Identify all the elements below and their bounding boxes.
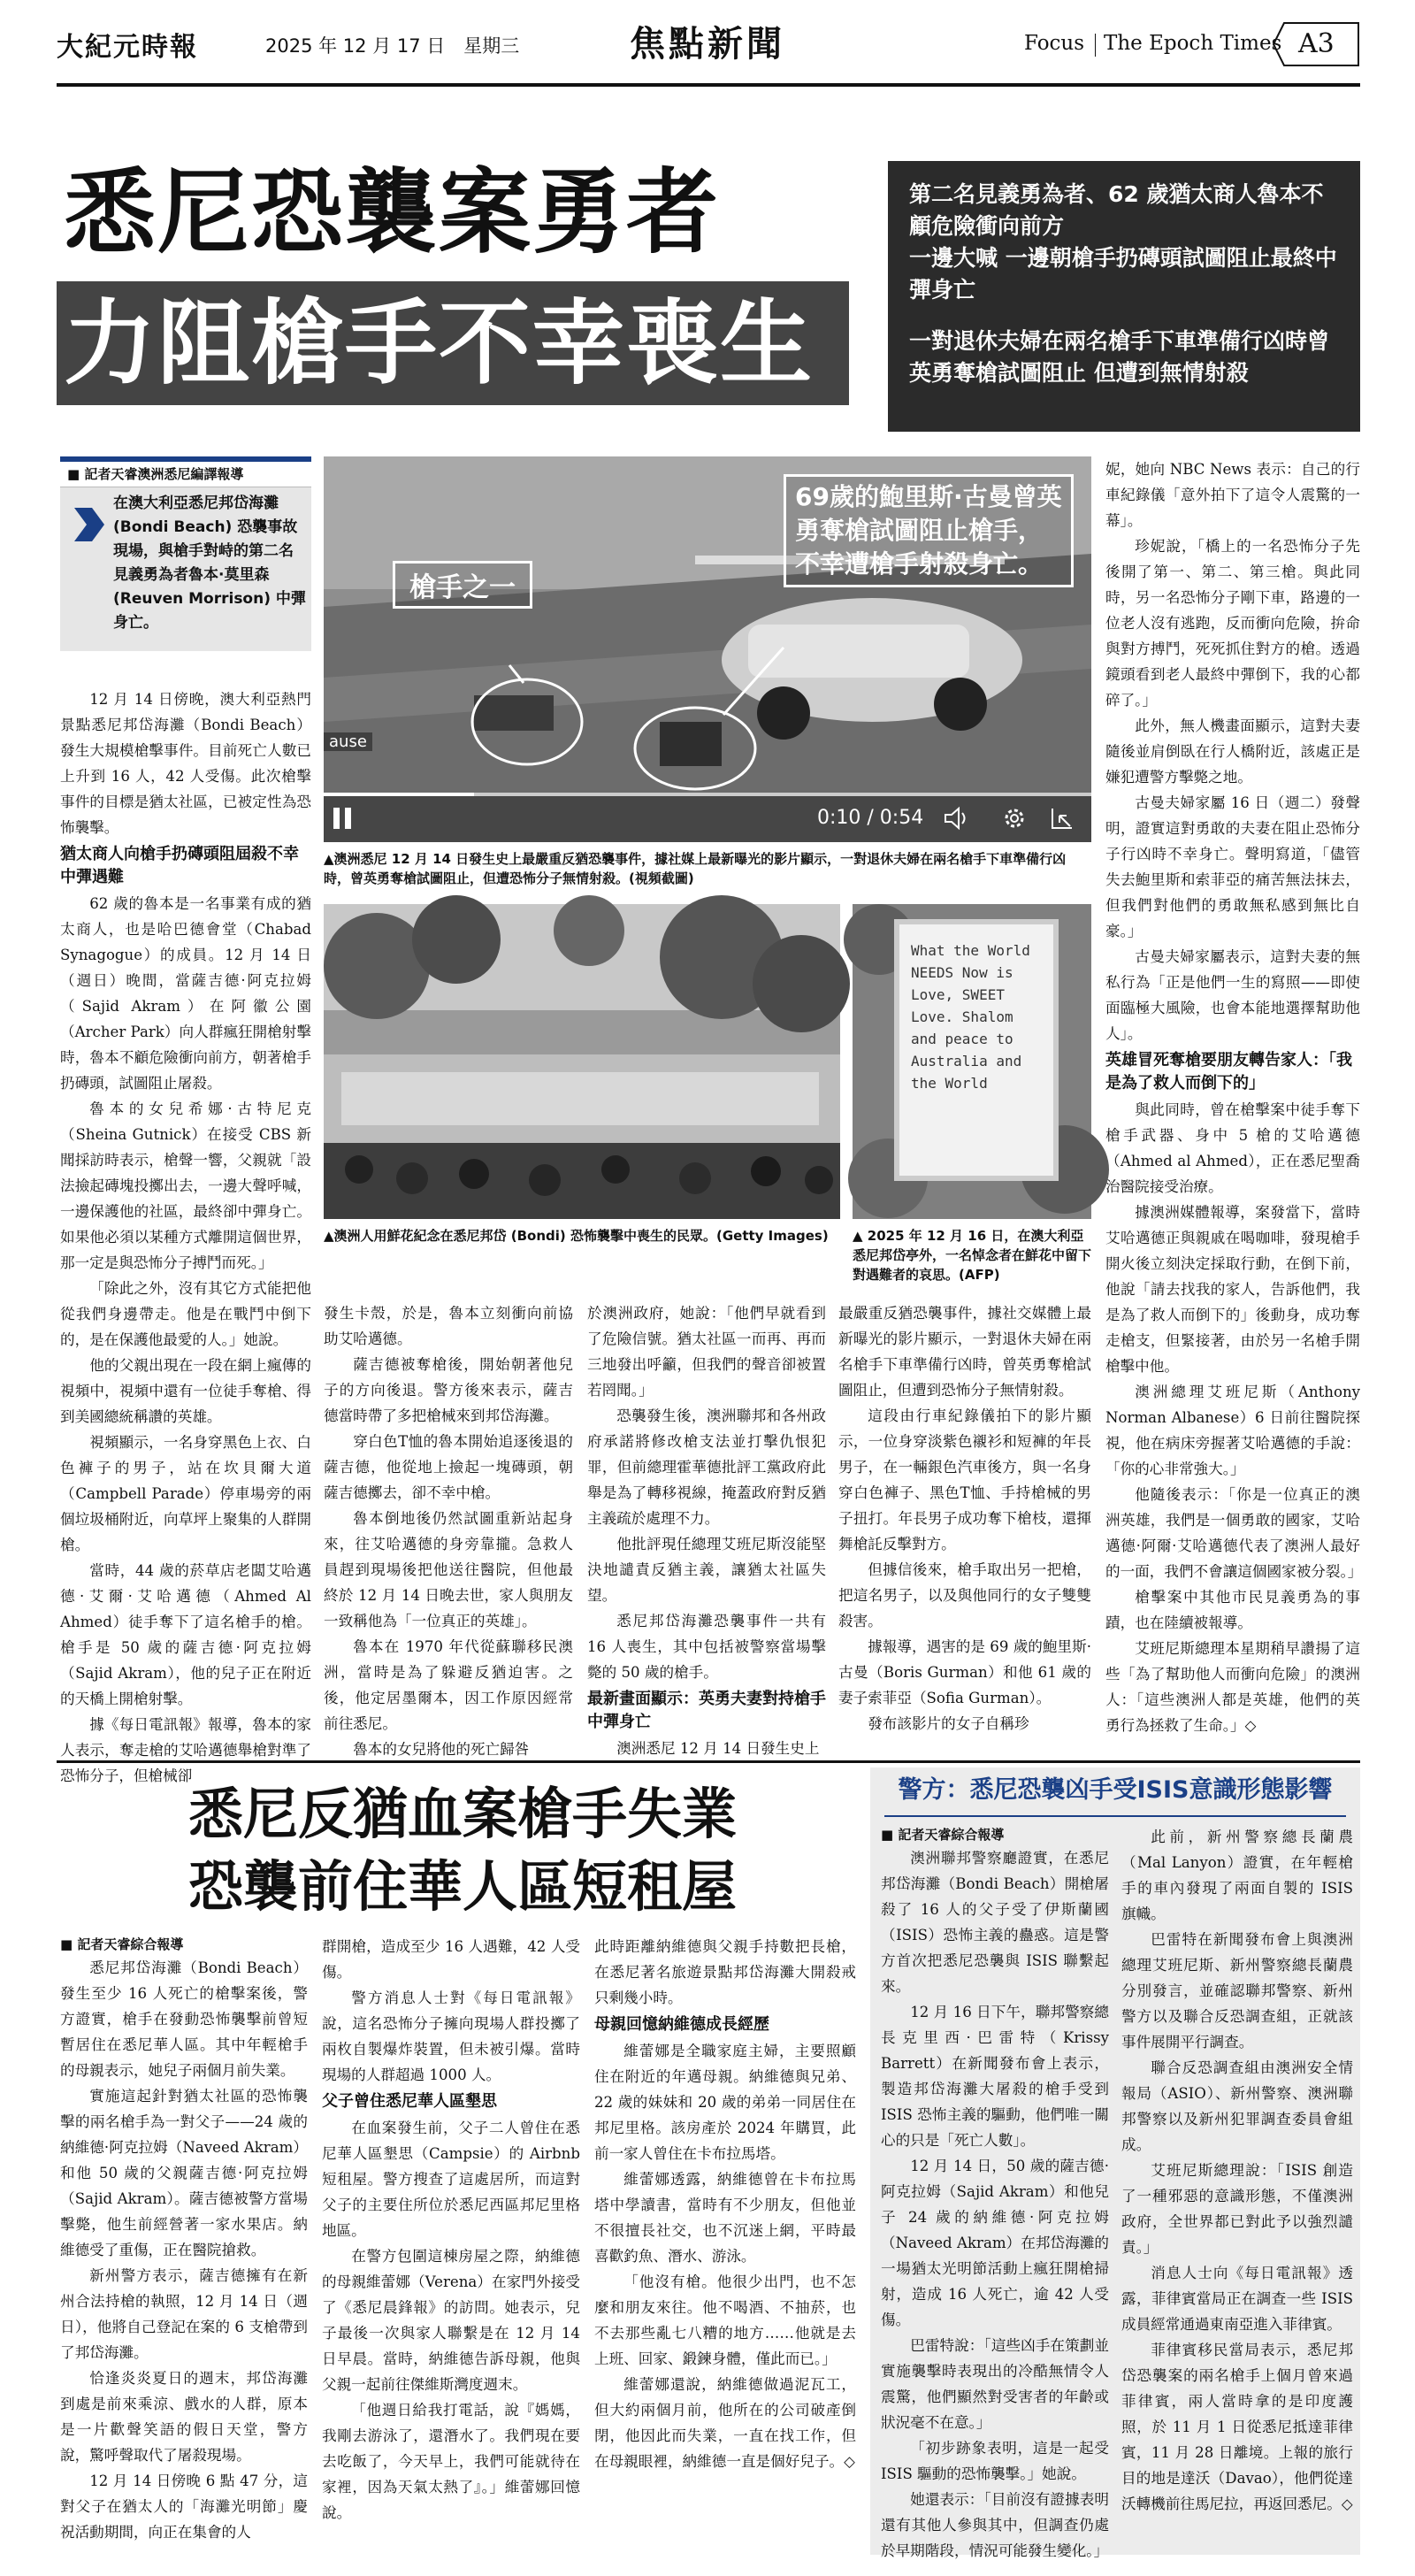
pause-icon (331, 805, 354, 832)
paragraph: 在警方包圍這棟房屋之際，納維德的母親維蕾娜（Verena）在家門外接受了《悉尼晨鋒報》的訪問。她表示，兒子最後一次與家人聯繫是在 12 月 14 日早晨。當時，納維德告訴母親，他與父親一起前往傑維斯灣度週末。 (322, 2248, 580, 2393)
story3-col-1 (881, 1824, 1109, 2559)
paragraph: 穿白色T恤的魯本開始追逐後退的薩吉德，他從地上撿起一塊磚頭，朝薩吉德擲去，卻不幸中槍。 (324, 1433, 573, 1501)
paragraph: 實施這起針對猶太社區的恐怖襲擊的兩名槍手為一對父子——24 歲的納維德·阿克拉姆（Naveed Akram）和他 50 歲的父親薩吉德·阿克拉姆（Sajid Akram）。薩吉德被警方當場擊斃，他生前經營著一家水果店。納維德受了重傷，正在醫院搶救。 (60, 2088, 308, 2258)
paragraph: 據《每日電訊報》報導，魯本的家人表示，奪走槍的艾哈邁德舉槍對準了恐怖分子，但槍械卻 (60, 1716, 311, 1784)
lead-box (60, 456, 311, 651)
subhead-5: 英雄冒死奪槍要朋友轉告家人：「我是為了救人而倒下的」 (1105, 1051, 1352, 1092)
header-focus: Focus (1024, 32, 1085, 55)
paragraph: 澳洲聯邦警察廳證實，在悉尼邦岱海灘（Bondi Beach）開槍屠殺了 16 人的父子受了伊斯蘭國（ISIS）恐怖主義的蠱惑。這是警方首次把悉尼恐襲與 ISIS 聯繫起來。 (881, 1850, 1109, 1995)
story3-title: 警方：悉尼恐襲凶手受ISIS意識形態影響 (898, 1776, 1333, 1804)
video-label-hero: 69歲的鮑里斯·古曼曾英勇奪槍試圖阻止槍手，不幸遭槍手射殺身亡。 (784, 474, 1074, 587)
header-epoch: The Epoch Times (1104, 32, 1282, 55)
video-player[interactable] (324, 456, 1091, 842)
paragraph: 於澳洲政府，她說：「他們早就看到了危險信號。猶太社區一而再、再而三地發出呼籲，但我們的聲音卻被置若罔聞。」 (587, 1305, 826, 1399)
paragraph: 但據信後來，槍手取出另一把槍，把這名男子，以及與他同行的女子雙雙殺害。 (838, 1561, 1091, 1629)
flowers-photo (324, 904, 840, 1219)
main-title-line2: 力阻槍手不幸喪生 (64, 289, 815, 397)
paragraph: 發生卡殼，於是，魯本立刻衝向前協助艾哈邁德。 (324, 1305, 573, 1347)
byline: ■ 記者天睿澳洲悉尼編譯報導 (60, 462, 311, 487)
paragraph: 據報導，遇害的是 69 歲的鮑里斯·古曼（Boris Gurman）和他 61 歲的妻子索菲亞（Sofia Gurman）。 (838, 1638, 1091, 1706)
gear-icon (1001, 805, 1028, 832)
story2-title-line1: 悉尼反猶血案槍手失業 (187, 1782, 737, 1846)
paragraph: 「除此之外，沒有其它方式能把他從我們身邊帶走。他是在戰鬥中倒下的，是在保護他最愛的人。」她說。 (60, 1280, 311, 1348)
exit-fullscreen-icon (1049, 805, 1075, 832)
page-number (1272, 19, 1360, 69)
paragraph: 最嚴重反猶恐襲事件，據社交媒體上最新曝光的影片顯示，一對退休夫婦在兩名槍手下車準備行凶時，曾英勇奪槍試圖阻止，但遭到恐怖分子無情射殺。 (838, 1305, 1091, 1399)
paragraph: 巴雷特說：「這些凶手在策劃並實施襲擊時表現出的冷酷無情令人震驚，他們顯然對受害者的年齡或狀況毫不在意。」 (881, 2337, 1109, 2431)
paragraph: 澳洲總理艾班尼斯（Anthony Norman Albanese）6 日前往醫院探視，他在病床旁握著艾哈邁德的手說：「你的心非常強大。」 (1105, 1384, 1360, 1477)
paragraph: 悉尼邦岱海灘（Bondi Beach）發生至少 16 人死亡的槍擊案後，警方證實，槍手在發動恐怖襲擊前曾短暫居住在悉尼華人區。其中年輕槍手的母親表示，她兒子兩個月前失業。 (60, 1959, 308, 2079)
story2-col-3 (594, 1934, 856, 2553)
paragraph: 古曼夫婦家屬表示，這對夫妻的無私行為「正是他們一生的寫照——即使面臨極大風險，也會本能地選擇幫助他人」。 (1105, 948, 1360, 1042)
flowers-scene (324, 904, 840, 1219)
summary-point-3: 一對退休夫婦在兩名槍手下車準備行凶時曾英勇奪槍試圖阻止 但遭到無情射殺 (909, 328, 1330, 386)
subhead-1: 猶太商人向槍手扔磚頭阻屆殺不幸中彈遇難 (60, 845, 299, 886)
video-time: 0:10 / 0:54 (817, 807, 924, 829)
story3-byline: ■ 記者天睿綜合報導 (881, 1827, 1005, 1843)
paragraph: 據澳洲媒體報導，案發當下，當時艾哈邁德正與親戚在喝咖啡，發現槍手開火後立刻決定採取行動，在倒下前，他說「請去找我的家人，告訴他們，我是為了救人而倒下的」後動身，成功奪走槍支，但緊接著，由於另一名槍手開槍擊中他。 (1105, 1204, 1360, 1375)
paragraph: 薩吉德被奪槍後，開始朝著他兒子的方向後退。警方後來表示，薩吉德當時帶了多把槍械來到邦岱海灘。 (324, 1356, 573, 1424)
article-col-5 (1105, 456, 1363, 1748)
paragraph: 視頻顯示，一名身穿黑色上衣、白色褲子的男子，站在坎貝爾大道（Campbell Parade）停車場旁的兩個垃圾桶附近，向草坪上聚集的人群開槍。 (60, 1434, 311, 1553)
article-col-1 (60, 686, 311, 1784)
paragraph: 魯本的女兒將他的死亡歸咎 (353, 1741, 530, 1758)
paragraph: 妮，她向 NBC News 表示：自己的行車紀錄儀「意外拍下了這令人震驚的一幕」。 (1105, 461, 1360, 529)
section-divider (57, 1760, 1360, 1763)
paragraph: 此時距離納維德與父親手持數把長槍，在悉尼著名旅遊景點邦岱海灘大開殺戒只剩幾小時。 (594, 1938, 856, 2006)
story2-col-2 (322, 1934, 580, 2553)
paragraph: 菲律賓移民當局表示，悉尼邦岱恐襲案的兩名槍手上個月曾來過菲律賓，兩人當時拿的是印度護照，於 11 月 1 日從悉尼抵達菲律賓，11 月 28 日離境。上報的旅行目的地是達沃（Davao），他們從達沃轉機前往馬尼拉，再返回悉尼。◇ (1121, 2342, 1353, 2512)
pause-button[interactable] (331, 805, 354, 832)
video-pause-text: ause (324, 732, 372, 751)
video-caption: ▲澳洲悉尼 12 月 14 日發生史上最嚴重反猶恐襲事件，據社媒上最新曝光的影片顯示，一對退休夫婦在兩名槍手下車準備行凶時，曾英勇奪槍試圖阻止，但遭恐怖分子無情射殺。(視頻截圖) (324, 851, 1067, 886)
story2-byline: ■ 記者天睿綜合報導 (60, 1936, 184, 1952)
paragraph: 12 月 14 日，50 歲的薩吉德·阿克拉姆（Sajid Akram）和他兒子 24 歲的納維德·阿克拉姆（Naveed Akram）在邦岱海灘的一場猶太光明節活動上瘋狂開槍掃射，造成 16 人死亡，逾 42 人受傷。 (881, 2158, 1109, 2328)
paragraph: 群開槍，造成至少 16 人遇難，42 人受傷。 (322, 1938, 580, 1981)
paragraph: 他的父親出現在一段在網上瘋傳的視頻中，視頻中還有一位徒手奪槍、得到美國總統稱讚的英雄。 (60, 1357, 311, 1425)
page-number-text: A3 (1298, 28, 1335, 59)
paragraph: 此外，無人機畫面顯示，這對夫妻隨後並肩倒臥在行人橋附近，該處正是嫌犯遭警方擊斃之地。 (1105, 717, 1360, 786)
paragraph: 他隨後表示：「你是一位真正的澳洲英雄，我們是一個勇敢的國家，艾哈邁德·阿爾·艾哈邁德代表了澳洲人最好的一面，我們不會讓這個國家被分裂。」 (1105, 1486, 1363, 1580)
settings-button[interactable] (1001, 805, 1028, 832)
paragraph: 他批評現任總理艾班尼斯沒能堅決地譴責反猶主義，讓猶太社區失望。 (587, 1536, 826, 1604)
article-col-3 (587, 1300, 826, 1757)
article-col-2 (324, 1300, 573, 1758)
paragraph: 古曼夫婦家屬 16 日（週二）發聲明，證實這對勇敢的夫妻在阻止恐怖分子行凶時不幸身亡。聲明寫道，「儘管失去鮑里斯和索菲亞的痛苦無法抹去，但我們對他們的勇敢無私感到無比自豪。」 (1105, 794, 1360, 939)
sign-caption: ▲ 2025 年 12 月 16 日，在澳大利亞悉尼邦岱亭外，一名悼念者在鮮花中留下對遇難者的哀思。(AFP) (853, 1228, 1092, 1283)
paragraph: 她還表示：「目前沒有證據表明還有其他人參與其中，但調查仍處於早期階段，情況可能發生變化。」 (881, 2491, 1109, 2559)
paragraph: 艾班尼斯總理說：「ISIS 創造了一種邪惡的意識形態，不僅澳洲政府，全世界都已對此予以強烈譴責。」 (1121, 2162, 1353, 2256)
story2-title-line2: 恐襲前住華人區短租屋 (187, 1854, 737, 1919)
paragraph: 發布該影片的女子自稱珍 (868, 1715, 1029, 1732)
paragraph: 新州警方表示，薩吉德擁有在新州合法持槍的執照，12 月 14 日（週日），他將自己登記在案的 6 支槍帶到了邦岱海灘。 (60, 2267, 308, 2361)
paragraph: 魯本倒地後仍然試圖重新站起身來，往艾哈邁德的身旁靠攏。急救人員趕到現場後把他送往醫院，但他最終於 12 月 14 日晚去世，家人與朋友一致稱他為「一位真正的英雄」。 (324, 1510, 573, 1629)
paragraph: 恐襲發生後，澳洲聯邦和各州政府承諾將修改槍支法並打擊仇恨犯罪，但前總理霍華德批評工黨政府此舉是為了轉移視線，掩蓋政府對反猶主義疏於處理不力。 (587, 1407, 826, 1527)
paragraph: 警方消息人士對《每日電訊報》說，這名恐怖分子擁向現場人群投擲了兩枚自製爆炸裝置，但未被引爆。當時現場的人群超過 1000 人。 (322, 1990, 580, 2083)
paragraph: 這段由行車紀錄儀拍下的影片顯示，一位身穿淡紫色襯衫和短褲的年長男子，在一輛銀色汽車後方，與一名身穿白色褲子、黑色T恤、手持槍械的男子扭打。年長男子成功奪下槍枝，還揮舞槍託反擊對方。 (838, 1407, 1091, 1552)
paragraph: 消息人士向《每日電訊報》透露，菲律賓當局正在調查一些 ISIS 成員經常通過東南亞進入菲律賓。 (1121, 2265, 1353, 2333)
section-name: 焦點新聞 (630, 23, 785, 65)
paragraph: 維蕾娜還說，納維德做過泥瓦工，但大約兩個月前，他所在的公司破產倒閉，他因此而失業，一直在找工作，但在母親眼裡，納維德一直是個好兒子。◇ (594, 2376, 856, 2470)
paragraph: 槍擊案中其他市民見義勇為的事蹟，也在陸續被報導。 (1105, 1589, 1360, 1631)
subhead-3: 最新畫面顯示：英勇夫妻對持槍手中彈身亡 (587, 1690, 826, 1731)
paragraph: 「他沒有槍。他很少出門，也不怎麼和朋友來往。他不喝酒、不抽菸，也不去那些亂七八糟的地方……他就是去上班、回家、鍛鍊身體，僅此而已。」 (594, 2273, 856, 2367)
story2-col-1 (60, 1934, 308, 2553)
paragraph: 恰逢炎炎夏日的週末，邦岱海灘到處是前來乘涼、戲水的人群，原本是一片歡聲笑語的假日天堂，警方說，驚呼聲取代了屠殺現場。 (60, 2370, 308, 2464)
video-label-gunman: 槍手之一 (393, 561, 532, 609)
paragraph: 巴雷特在新聞發布會上與澳洲總理艾班尼斯、新州警察總長蘭農分別發言，並確認聯邦警察、新州警方以及聯合反恐調查組，正就該事件展開平行調查。 (1121, 1931, 1353, 2051)
memorial-sign-text: What the World NEEDS Now is Love, SWEET Love. Shalom and peace to Australia and the World (911, 942, 1030, 1092)
paragraph: 魯本的女兒希娜·古特尼克（Sheina Gutnick）在接受 CBS 新聞採訪時表示，槍聲一響，父親就「設法撿起磚塊投擲出去，一邊大聲呼喊，一邊保護他的社區，最終卻中彈身亡。如果他必須以某種方式離開這個世界，那一定是與恐怖分子搏鬥而死。」 (60, 1100, 311, 1271)
memorial-sign-photo (853, 904, 1091, 1219)
paragraph: 「初步跡象表明，這是一起受 ISIS 驅動的恐怖襲擊。」她說。 (881, 2440, 1109, 2482)
summary-point-2: 一邊大喊 一邊朝槍手扔磚頭試圖阻止最終中彈身亡 (909, 245, 1337, 303)
main-title-line1: 悉尼恐襲案勇者 (64, 158, 721, 266)
paragraph: 與此同時，曾在槍擊案中徒手奪下槍手武器、身中 5 槍的艾哈邁德（Ahmed al Ahmed），正在悉尼聖喬治醫院接受治療。 (1105, 1101, 1360, 1195)
story2-subhead-2: 父子曾住悉尼華人區墾思 (322, 2092, 497, 2111)
paragraph: 當時，44 歲的菸草店老闆艾哈邁德·艾爾·艾哈邁德（Ahmed Al Ahmed）徒手奪下了這名槍手的槍。槍手是 50 歲的薩吉德·阿克拉姆（Sajid Akram），他的兒子正在附近的天橋上開槍射擊。 (60, 1562, 311, 1707)
paragraph: 在血案發生前，父子二人曾住在悉尼華人區墾思（Campsie）的 Airbnb 短租屋。警方搜查了這處居所，而這對父子的主要住所位於悉尼西區邦尼里格地區。 (322, 2120, 580, 2239)
volume-icon (943, 805, 971, 832)
paragraph: 澳洲悉尼 12 月 14 日發生史上 (616, 1740, 820, 1757)
summary-box (888, 161, 1360, 432)
paragraph: 悉尼邦岱海灘恐襲事件一共有 16 人喪生，其中包括被警察當場擊斃的 50 歲的槍手。 (587, 1613, 826, 1681)
paragraph: 聯合反恐調查組由澳洲安全情報局（ASIO）、新州警察、澳洲聯邦警察以及新州犯罪調查委員會組成。 (1121, 2059, 1353, 2153)
paragraph: 12 月 16 日下午，聯邦警察總長克里西·巴雷特（Krissy Barrett）在新聞發布會上表示，製造邦岱海灘大屠殺的槍手受到 ISIS 恐怖主義的驅動，他們唯一關心的只是「死亡人數」。 (881, 2004, 1109, 2149)
paragraph: 「他週日給我打電話，說『媽媽，我剛去游泳了，還潛水了。我們現在要去吃飯了，今天早上，我們可能就待在家裡，因為天氣太熱了』。」維蕾娜回憶說。 (322, 2402, 580, 2521)
paragraph: 艾班尼斯總理本星期稍早讚揚了這些「為了幫助他人而衝向危險」的澳洲人：「這些澳洲人都是英雄，他們的英勇行為拯救了生命。」◇ (1105, 1640, 1360, 1734)
flowers-caption: ▲澳洲人用鮮花紀念在悉尼邦岱 (Bondi) 恐怖襲擊中喪生的民眾。(Getty Images) (324, 1228, 829, 1244)
paragraph: 珍妮說，「橋上的一名恐怖分子先後開了第一、第二、第三槍。與此同時，另一名恐怖分子剛下車，路邊的一位老人沒有逃跑，反而衝向危險，拚命與對方搏鬥，死死抓住對方的槍。透過鏡頭看到老人最終中彈倒下，我的心都碎了。」 (1105, 538, 1360, 709)
issue-date: 2025 年 12 月 17 日 星期三 (265, 35, 520, 57)
paragraph: 魯本在 1970 年代從蘇聯移民澳洲，當時是為了躲避反猶迫害。之後，他定居墨爾本，因工作原因經常前往悉尼。 (324, 1638, 573, 1732)
summary-point-1: 第二名見義勇為者、62 歲猶太商人魯本不顧危險衝向前方 (909, 181, 1324, 239)
lead-text: 在澳大利亞悉尼邦岱海灘 (Bondi Beach) 恐襲事故現場，與槍手對峙的第二名見義勇為者魯本·莫里森 (Reuven Morrison) 中彈身亡。 (113, 494, 306, 632)
story3-col-2 (1121, 1824, 1353, 2549)
paragraph: 62 歲的魯本是一名事業有成的猶太商人，也是哈巴德會堂（Chabad Synagogue）的成員。12 月 14 日（週日）晚間，當薩吉德·阿克拉姆（Sajid Akram）在阿徽公園（Archer Park）向人群瘋狂開槍射擊時，魯本不顧危險衝向前方，朝著槍手扔磚頭，試圖阻止屠殺。 (60, 895, 311, 1092)
header-rule (57, 83, 1360, 87)
header-separator (1095, 34, 1096, 57)
masthead: 大紀元時報 (57, 32, 198, 63)
arrow-icon (69, 502, 108, 547)
article-col-4 (838, 1300, 1091, 1748)
story2-subhead-3: 母親回憶納維德成長經歷 (594, 2015, 769, 2034)
paragraph: 維蕾娜是全職家庭主婦，主要照顧住在附近的年邁母親。納維德與兄弟、22 歲的妹妹和 20 歲的弟弟一同居住在邦尼里格。該房產於 2024 年購買，此前一家人曾住在卡布拉馬塔。 (594, 2043, 856, 2162)
paragraph: 維蕾娜透露，納維德曾在卡布拉馬塔中學讀書，當時有不少朋友，但他並不很擅長社交，也不沉迷上網，平時最喜歡釣魚、潛水、游泳。 (594, 2171, 856, 2265)
story3-title-rule (884, 1815, 1346, 1817)
paragraph: 此前，新州警察總長蘭農（Mal Lanyon）證實，在年輕槍手的車內發現了兩面自製的 ISIS 旗幟。 (1121, 1828, 1353, 1922)
paragraph: 12 月 14 日傍晚，澳大利亞熱門景點悉尼邦岱海灘（Bondi Beach）發生大規模槍擊事件。目前死亡人數已上升到 16 人，42 人受傷。此次槍擊事件的目標是猶太社區，已被定性為恐怖襲擊。 (60, 691, 311, 836)
paragraph: 12 月 14 日傍晚 6 點 47 分，這對父子在猶太人的「海灘光明節」慶祝活動期間，向正在集會的人 (60, 2472, 308, 2541)
exit-fullscreen-button[interactable] (1049, 805, 1075, 832)
volume-button[interactable] (943, 805, 971, 832)
